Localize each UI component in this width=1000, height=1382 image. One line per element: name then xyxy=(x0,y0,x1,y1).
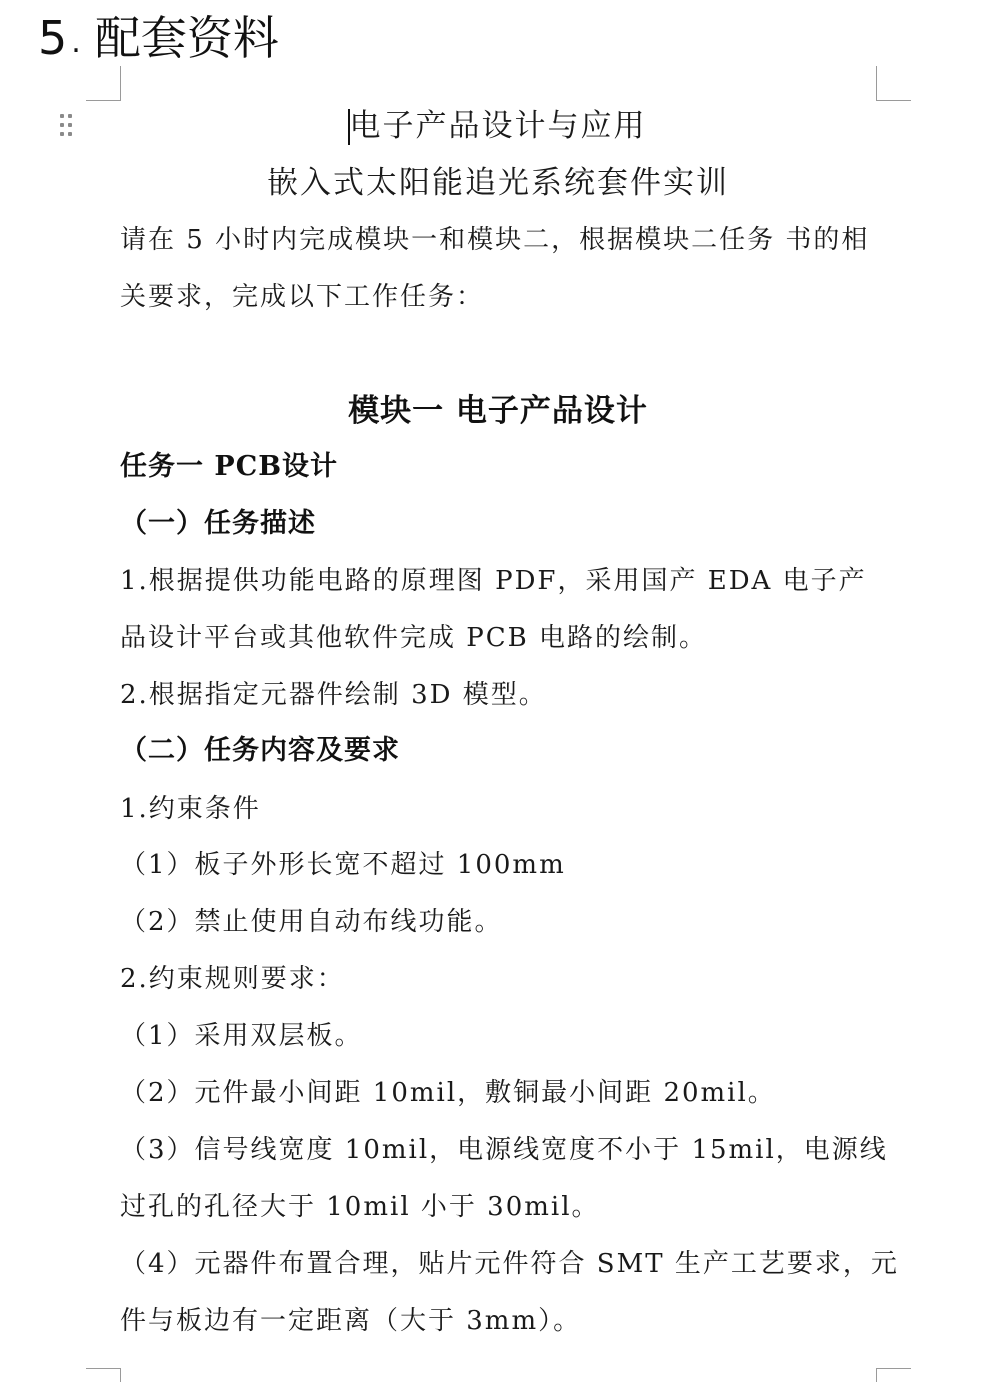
page-corner-mark-top-left xyxy=(86,66,121,101)
rules-heading: 2.约束规则要求： xyxy=(120,964,345,994)
page-corner-mark-top-right xyxy=(876,66,911,101)
intro-line-1: 请在 5 小时内完成模块一和模块二，根据模块二任务 书的相 xyxy=(120,225,870,255)
task-description-line-3: 2.根据指定元器件绘制 3D 模型。 xyxy=(120,680,547,710)
constraints-heading: 1.约束条件 xyxy=(120,794,261,824)
section-number: 5 xyxy=(38,11,68,65)
paragraph-drag-handle-icon[interactable] xyxy=(60,114,74,140)
constraint-item-2: （2）禁止使用自动布线功能。 xyxy=(120,907,503,937)
intro-line-2: 关要求，完成以下工作任务： xyxy=(120,282,485,312)
task-description-heading: （一）任务描述 xyxy=(120,508,316,539)
page-corner-mark-bottom-right xyxy=(876,1368,911,1382)
task-description-line-2: 品设计平台或其他软件完成 PCB 电路的绘制。 xyxy=(120,623,708,653)
rule-item-1: （1）采用双层板。 xyxy=(120,1021,363,1051)
constraint-item-1: （1）板子外形长宽不超过 100mm xyxy=(120,850,566,880)
page-corner-mark-bottom-left xyxy=(86,1368,121,1382)
rule-item-4-continued: 件与板边有一定距离（大于 3mm）。 xyxy=(120,1306,582,1336)
task-description-line-1: 1.根据提供功能电路的原理图 PDF，采用国产 EDA 电子产 xyxy=(120,566,867,596)
section-title: 配套资料 xyxy=(94,11,279,65)
rule-item-3-continued: 过孔的孔径大于 10mil 小于 30mil。 xyxy=(120,1192,600,1222)
section-heading xyxy=(38,8,279,75)
document-title: 电子产品设计与应用 xyxy=(349,108,647,144)
rule-item-3: （3）信号线宽度 10mil，电源线宽度不小于 15mil，电源线 xyxy=(120,1135,888,1165)
document-subtitle: 嵌入式太阳能追光系统套件实训 xyxy=(267,165,729,201)
module-1-heading: 模块一 电子产品设计 xyxy=(348,393,648,429)
section-dot: . xyxy=(71,25,81,60)
task-requirements-heading: （二）任务内容及要求 xyxy=(120,735,400,766)
rule-item-4: （4）元器件布置合理，贴片元件符合 SMT 生产工艺要求，元 xyxy=(120,1249,899,1279)
task-1-heading: 任务一 PCB设计 xyxy=(120,451,339,482)
rule-item-2: （2）元件最小间距 10mil，敷铜最小间距 20mil。 xyxy=(120,1078,776,1108)
